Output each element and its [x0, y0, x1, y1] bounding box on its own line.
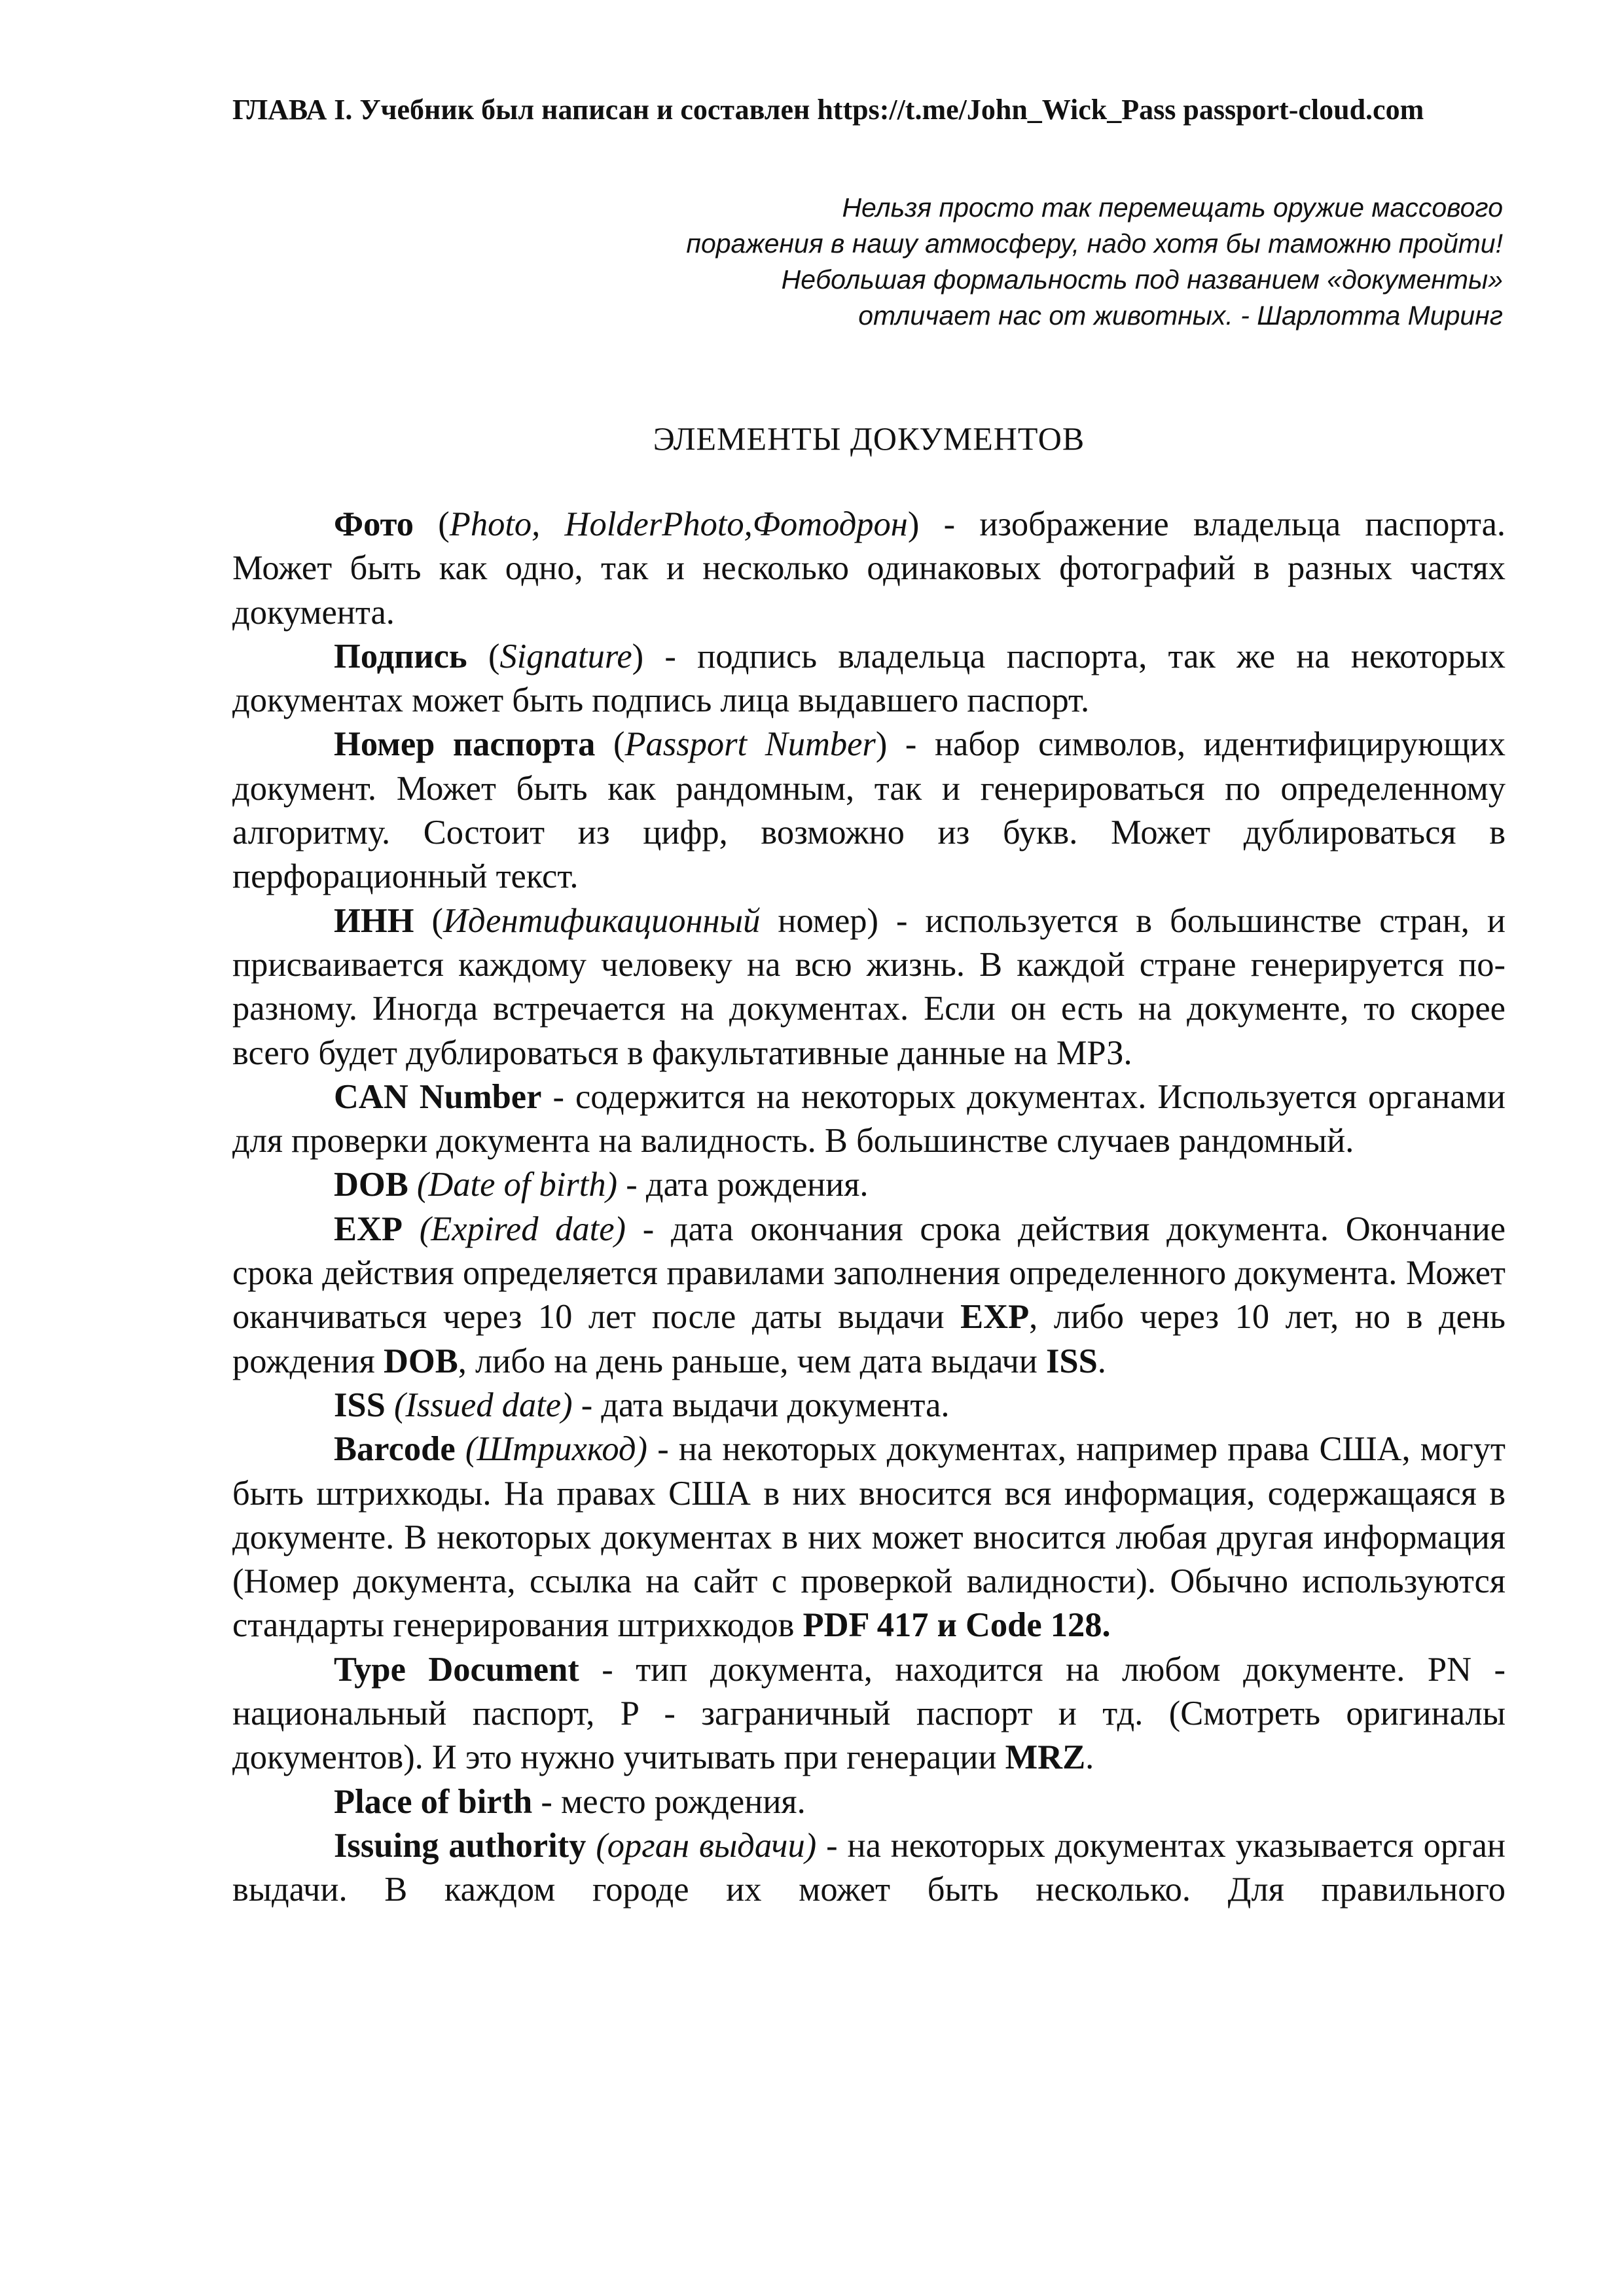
paragraph-dob [232, 1163, 1506, 1207]
term: CAN Number [334, 1077, 542, 1116]
paragraph-can [232, 1075, 1506, 1164]
definition: , либо на день раньше, чем дата выдачи [458, 1342, 1046, 1380]
paragraph-iss [232, 1384, 1506, 1427]
paragraph-place-of-birth [232, 1780, 1506, 1824]
paren: номер) [760, 901, 878, 940]
definition: - на некоторых документах, например права США, могут быть штрихкоды. На правах США в них вносится вся информация, содержащаяся в документе. В некоторых документах в них может вносится любая другая информация (Номер документа, ссылка на сайт с проверкой валидности). Обычно используются стандарты генерирования штрихкодов [232, 1430, 1506, 1645]
paren: ( [467, 637, 500, 675]
definition: - подпись владельца паспорта, так же на некоторых документах может быть подпись лица выдавшего паспорт. [232, 637, 1506, 720]
paren: ) [632, 637, 644, 675]
term-alias: (орган выдачи) [586, 1826, 817, 1865]
term-ref: EXP [960, 1298, 1030, 1336]
definition: - используется в большинстве стран, и присваивается каждому человеку на всю жизнь. В каждой стране генерируется по-разному. Иногда встречается на документах. Если он есть на документе, то скорее всего будет дублироваться в факультативные данные на МРЗ. [232, 901, 1506, 1072]
paragraph-barcode [232, 1427, 1506, 1647]
term-ref: MRZ [1005, 1738, 1086, 1777]
term: Barcode [334, 1430, 456, 1469]
term: Подпись [334, 637, 467, 675]
epigraph-line: Нельзя просто так перемещать оружие массового [842, 192, 1503, 223]
paragraph-exp [232, 1208, 1506, 1384]
paragraph-issuing-authority [232, 1824, 1506, 1912]
definition: - дата рождения. [617, 1166, 869, 1204]
term: Type Document [334, 1650, 579, 1689]
term: Номер паспорта [334, 725, 596, 764]
definition: - тип документа, находится на любом документе. PN - национальный паспорт, P - заграничный паспорт и тд. (Смотреть оригиналы документов). И это нужно учитывать при генерации [232, 1650, 1506, 1777]
definition: - место рождения. [532, 1782, 806, 1821]
term: EXP [334, 1210, 403, 1248]
term-alias: (Date of birth) [408, 1166, 618, 1204]
paren: ( [414, 901, 444, 940]
paragraph-signature [232, 635, 1506, 723]
term-alias: (Expired date) [403, 1210, 626, 1248]
term-ref: DOB [383, 1342, 458, 1380]
paragraph-type-document [232, 1648, 1506, 1780]
definition: - содержится на некоторых документах. Используется органами для проверки документа на валидность. В большинстве случаев рандомный. [232, 1077, 1506, 1160]
term: DOB [334, 1166, 408, 1204]
definition: - дата окончания срока действия документа. Окончание срока действия определяется правилами заполнения определенного документа. Может оканчиваться через 10 лет после даты выдачи [232, 1210, 1506, 1336]
term-alias: Signature [499, 637, 632, 675]
page-header: ГЛАВА I. Учебник был написан и составлен https://t.me/John_Wick_Pass passport-cloud.com [232, 94, 1424, 126]
paragraph-passport-number [232, 723, 1506, 899]
epigraph [325, 190, 1503, 334]
definition: . [1085, 1738, 1094, 1777]
epigraph-line: поражения в нашу атмосферу, надо хотя бы таможню пройти! [686, 228, 1503, 259]
epigraph-line: отличает нас от животных. - Шарлотта Миринг [858, 300, 1503, 331]
term-alias: (Issued date) [385, 1386, 573, 1424]
term: Place of birth [334, 1782, 533, 1821]
term-ref: ISS [1045, 1342, 1098, 1380]
term-alias: (Штрихкод) [455, 1430, 648, 1469]
paragraph-photo [232, 503, 1506, 635]
term: ISS [334, 1386, 386, 1424]
paren: ) [875, 725, 888, 764]
paragraph-inn [232, 899, 1506, 1075]
term: ИНН [334, 901, 414, 940]
paren: ( [595, 725, 625, 764]
paren: ( [414, 505, 450, 543]
document-body [232, 503, 1506, 1912]
definition: - дата выдачи документа. [572, 1386, 950, 1424]
term: Issuing authority [334, 1826, 586, 1865]
definition: . [1097, 1342, 1106, 1380]
definition: - изображение владельца паспорта. Может быть как одно, так и несколько одинаковых фотографий в разных частях документа. [232, 505, 1506, 632]
term-alias: Photo, HolderPhoto,Фотодрон [449, 505, 908, 543]
term-alias: Идентификационный [443, 901, 761, 940]
definition: , либо через 10 лет, но в день рождения [232, 1298, 1506, 1380]
epigraph-line: Небольшая формальность под названием «документы» [781, 264, 1503, 295]
definition: - на некоторых документах указывается орган выдачи. В каждом городе их может быть несколько. Для правильного [232, 1826, 1506, 1909]
barcode-standards: PDF 417 и Code 128. [803, 1606, 1111, 1645]
term-alias: Passport Number [624, 725, 876, 764]
paren: ) [907, 505, 920, 543]
definition: - набор символов, идентифицирующих документ. Может быть как рандомным, так и генерироваться по определенному алгоритму. Состоит из цифр, возможно из букв. Может дублироваться в перфорационный текст. [232, 725, 1506, 896]
term: Фото [334, 505, 414, 543]
section-title: ЭЛЕМЕНТЫ ДОКУМЕНТОВ [653, 420, 1085, 457]
